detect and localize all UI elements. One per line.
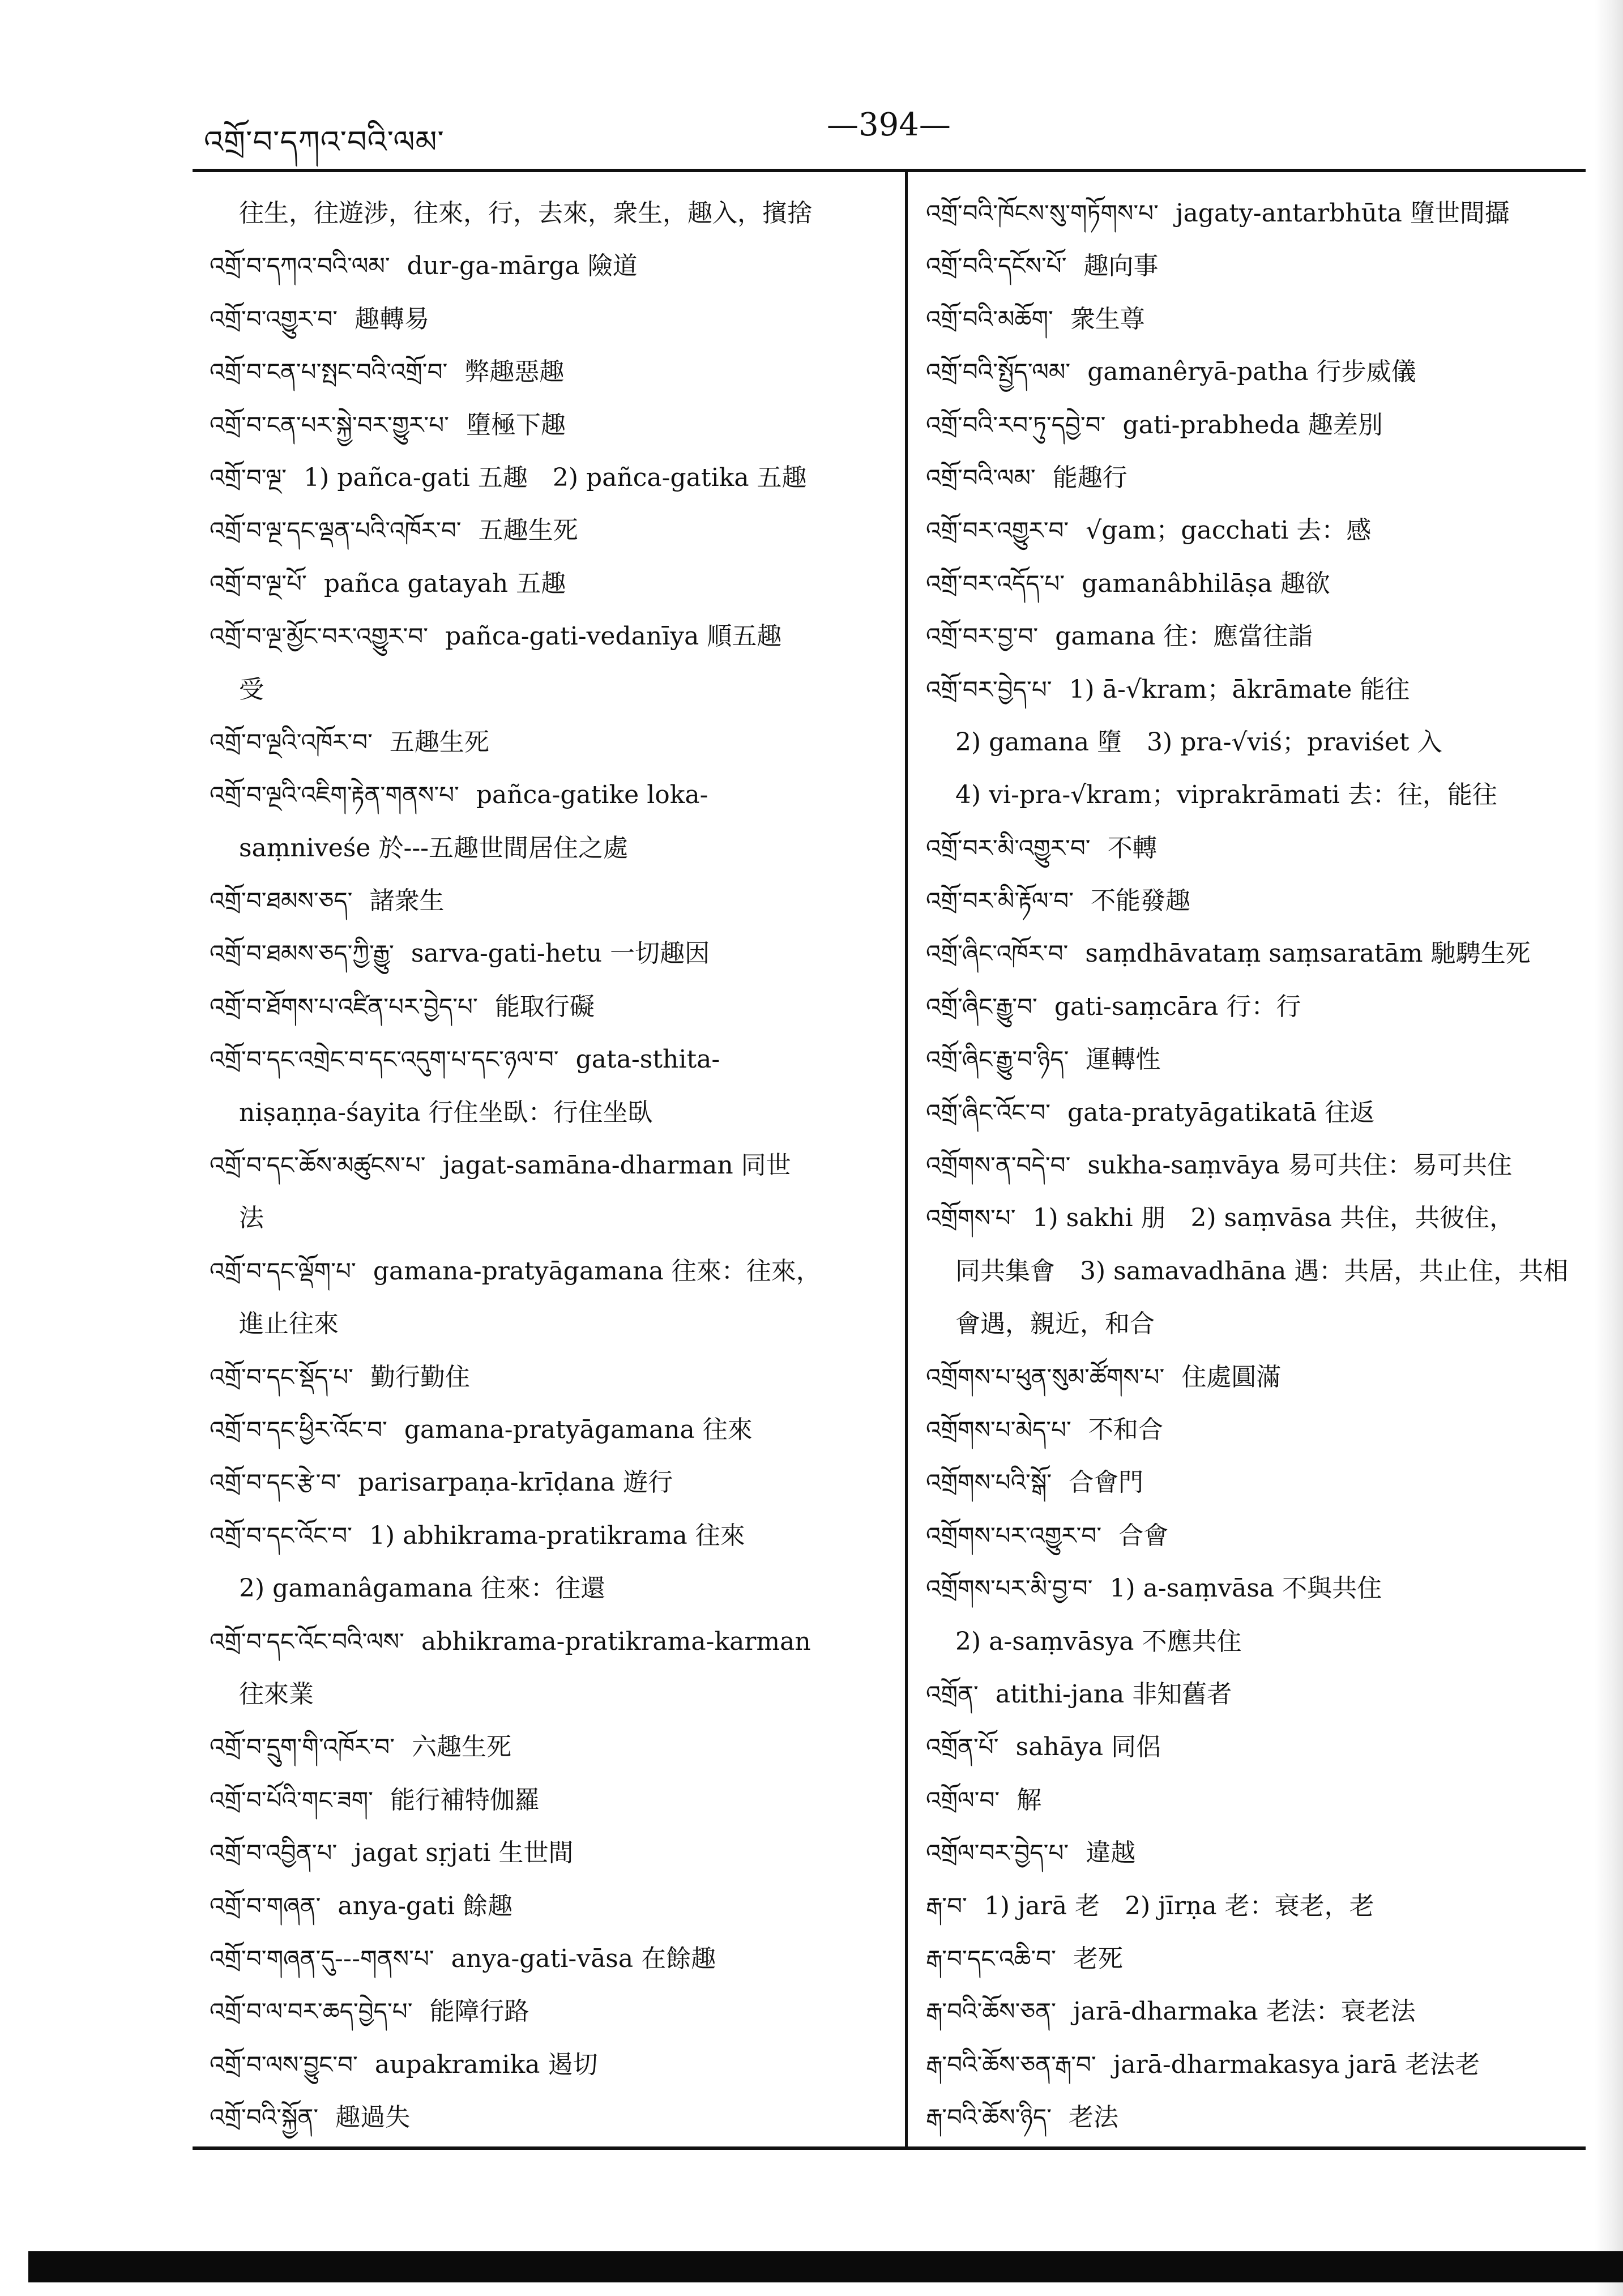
gloss-text: pañca gatayah 五趣 xyxy=(323,569,566,598)
gloss-text: 法 xyxy=(239,1204,264,1233)
bottom-rule xyxy=(193,2146,1586,2150)
dictionary-line xyxy=(926,1562,1594,1615)
tibetan-headword: འགྲོ་བ་འགྱུར་བ་ xyxy=(210,305,338,333)
gloss-text: 趣向事 xyxy=(1083,251,1159,281)
gloss-text: gamana-pratyāgamana 往來 xyxy=(404,1415,753,1444)
dictionary-line xyxy=(926,1298,1594,1350)
gloss-text: aupakramika 遏切 xyxy=(374,2050,598,2079)
dictionary-line xyxy=(210,187,889,240)
dictionary-line xyxy=(926,610,1594,663)
tibetan-headword: འགྲོ་བ་དྲུག་གི་འཁོར་བ་ xyxy=(210,1733,395,1761)
tibetan-headword: འགྲོ་བ་གཞན་ xyxy=(210,1892,321,1920)
tibetan-headword: འགྲོ་བར་མི་འགྱུར་བ་ xyxy=(926,834,1091,862)
gloss-text: anya-gati-vāsa 在餘趣 xyxy=(451,1944,716,1973)
dictionary-line xyxy=(210,1456,889,1509)
gloss-text: 趣過失 xyxy=(335,2103,411,2132)
dictionary-line xyxy=(210,1985,889,2038)
tibetan-headword: འགྲོ་བ་ལྔའི་འཇིག་རྟེན་གནས་པ་ xyxy=(210,781,459,809)
gloss-text: 六趣生死 xyxy=(412,1732,512,1762)
column-divider xyxy=(905,170,908,2149)
tibetan-headword: འགྲོ་བའི་རབ་ཏུ་དབྱེ་བ་ xyxy=(926,411,1106,439)
gloss-text: 老死 xyxy=(1073,1944,1123,1973)
gloss-text: niṣaṇṇa-śayita 行住坐臥：行住坐臥 xyxy=(239,1098,653,1127)
dictionary-line xyxy=(210,1826,889,1879)
tibetan-headword: འགྲོ་བའི་སྤྱོད་ལམ་ xyxy=(926,358,1071,386)
dictionary-line xyxy=(210,1774,889,1826)
tibetan-headword: འགྲོ་ཞིང་འོང་བ་ xyxy=(926,1098,1051,1126)
tibetan-headword: འགྲོ་བར་བྱེད་པ་ xyxy=(926,675,1052,703)
tibetan-headword: འགྲོ་བ་དང་རྩེ་བ་ xyxy=(210,1469,341,1497)
tibetan-headword: འགྲོགས་པ་མེད་པ་ xyxy=(926,1415,1071,1444)
gloss-text: 合會 xyxy=(1118,1521,1169,1550)
dictionary-line xyxy=(210,1615,889,1668)
dictionary-line xyxy=(926,1245,1594,1298)
gloss-text: 五趣生死 xyxy=(389,727,489,757)
tibetan-headword: འགྲོ་བར་འདོད་པ་ xyxy=(926,569,1065,598)
tibetan-headword: འགྲོ་བ་དང་ཆོས་མཚུངས་པ་ xyxy=(210,1151,426,1180)
gloss-text: 1) sakhi 朋 2) saṃvāsa 共住，共彼住， xyxy=(1032,1204,1515,1233)
tibetan-headword: འགྲོ་བ་ལ་བར་ཆད་བྱེད་པ་ xyxy=(210,1998,413,2026)
dictionary-line xyxy=(926,1880,1594,1932)
tibetan-headword: འགྲོ་ཞིང་རྒྱུ་བ་ཉིད་ xyxy=(926,1045,1069,1074)
dictionary-line xyxy=(210,2038,889,2091)
dictionary-line xyxy=(210,1668,889,1721)
gloss-text: 1) a-saṃvāsa 不與共住 xyxy=(1109,1574,1382,1603)
gloss-text: jarā-dharmakasya jarā 老法老 xyxy=(1113,2050,1480,2079)
dictionary-line xyxy=(210,1721,889,1773)
tibetan-headword: འགྲོ་བ་དང་ཕྱིར་འོང་བ་ xyxy=(210,1415,387,1444)
dictionary-line xyxy=(210,1086,889,1139)
gloss-text: 進止往來 xyxy=(239,1309,339,1339)
gloss-text: 住處圓滿 xyxy=(1181,1362,1282,1392)
tibetan-headword: འགྲོ་བ་པོའི་གང་ཟག་ xyxy=(210,1786,373,1814)
gloss-text: jarā-dharmaka 老法：衰老法 xyxy=(1073,1997,1416,2026)
gloss-text: 衆生尊 xyxy=(1070,304,1145,334)
dictionary-line xyxy=(210,1509,889,1562)
gloss-text: 能趣行 xyxy=(1052,463,1127,492)
tibetan-headword: འགྲོགས་པ་ཕུན་སུམ་ཚོགས་པ་ xyxy=(926,1363,1165,1391)
gloss-text: 2) a-saṃvāsya 不應共住 xyxy=(955,1627,1242,1656)
gloss-text: gamana-pratyāgamana 往來：往來， xyxy=(373,1256,821,1286)
tibetan-headword: འགྲོ་བ་གཞན་དུ---གནས་པ་ xyxy=(210,1944,434,1973)
gloss-text: 1) ā-√kram；ākrāmate 能往 xyxy=(1069,675,1410,704)
scan-bottom-band xyxy=(28,2251,1623,2282)
tibetan-headword: རྒ་བའི་ཆོས་ཅན་རྒ་བ་ xyxy=(926,2050,1096,2079)
gloss-text: sukha-saṃvāya 易可共住：易可共住 xyxy=(1087,1151,1513,1180)
tibetan-headword: འགྲོ་བ་ཐོགས་པ་འཛིན་པར་བྱེད་པ་ xyxy=(210,992,478,1021)
gloss-text: gamanâbhilāṣa 趣欲 xyxy=(1082,569,1330,598)
tibetan-headword: འགྲོ་བ་དང་ལྡོག་པ་ xyxy=(210,1257,356,1285)
page-number: —394— xyxy=(827,106,951,143)
gloss-text: 往來業 xyxy=(239,1679,314,1709)
dictionary-line xyxy=(926,980,1594,1033)
gloss-text: parisarpaṇa-krīḍana 遊行 xyxy=(358,1468,673,1497)
tibetan-headword: འགྲོ་བ་ལྔ་ xyxy=(210,463,287,492)
dictionary-line xyxy=(210,822,889,874)
dictionary-line xyxy=(926,2091,1594,2144)
gloss-text: 1) abhikrama-pratikrama 往來 xyxy=(369,1521,745,1550)
dictionary-line xyxy=(926,1403,1594,1456)
gloss-text: 不和合 xyxy=(1088,1415,1163,1444)
dictionary-line xyxy=(926,187,1594,240)
tibetan-headword: འགྲོ་བའི་ཁོངས་སུ་གཏོགས་པ་ xyxy=(926,199,1159,227)
tibetan-headword: འགྲོ་བ་དང་འོང་བའི་ལས་ xyxy=(210,1627,404,1655)
gloss-text: 運轉性 xyxy=(1086,1045,1161,1074)
dictionary-line xyxy=(210,345,889,398)
tibetan-headword: འགྲོ་བར་བྱ་བ་ xyxy=(926,622,1039,651)
tibetan-headword: འགྲོ་བ་དང་འགྲེང་བ་དང་འདུག་པ་དང་ཉལ་བ་ xyxy=(210,1045,559,1074)
tibetan-headword: འགྲོ་བའི་སྐྱོན་ xyxy=(210,2103,319,2132)
scan-edge xyxy=(1595,0,1623,2296)
left-column xyxy=(210,187,889,2135)
gloss-text: 能取行礙 xyxy=(494,992,595,1021)
dictionary-line xyxy=(926,1139,1594,1192)
gloss-text: 會遇，親近，和合 xyxy=(955,1309,1155,1339)
gloss-text: 弊趣惡趣 xyxy=(464,357,565,387)
dictionary-line xyxy=(210,451,889,504)
gloss-text: gata-pratyāgatikatā 往返 xyxy=(1067,1098,1375,1127)
tibetan-headword: འགྲོགས་པར་འགྱུར་བ་ xyxy=(926,1521,1102,1550)
gloss-text: 違越 xyxy=(1086,1838,1136,1868)
tibetan-headword: འགྲོ་བའི་དངོས་པོ་ xyxy=(926,252,1067,280)
dictionary-line xyxy=(210,293,889,345)
tibetan-headword: འགྲོལ་བ་ xyxy=(926,1786,1000,1814)
tibetan-headword: འགྲོགས་པར་མི་བྱ་བ་ xyxy=(926,1574,1093,1603)
dictionary-line xyxy=(210,2091,889,2144)
gloss-text: saṃniveśe 於---五趣世間居住之處 xyxy=(239,833,629,863)
gloss-text: 2) gamanâgamana 往來：往還 xyxy=(239,1574,605,1603)
tibetan-headword: རྒ་བ་ xyxy=(926,1892,967,1920)
dictionary-line xyxy=(210,1880,889,1932)
dictionary-line xyxy=(926,874,1594,927)
gloss-text: 能行補特伽羅 xyxy=(390,1785,540,1815)
gloss-text: 往生，往遊涉，往來，行，去來，衆生，趣入，擯捨 xyxy=(239,199,812,228)
gloss-text: sahāya 同侶 xyxy=(1015,1732,1161,1762)
dictionary-line xyxy=(926,1086,1594,1139)
dictionary-line xyxy=(210,504,889,557)
gloss-text: 勤行勤住 xyxy=(370,1362,470,1392)
dictionary-line xyxy=(926,1351,1594,1403)
tibetan-headword: འགྲོགས་ན་བདེ་བ་ xyxy=(926,1151,1071,1180)
dictionary-line xyxy=(210,1932,889,1985)
dictionary-line xyxy=(210,927,889,980)
dictionary-line xyxy=(210,1351,889,1403)
gloss-text: gati-prabheda 趣差別 xyxy=(1122,410,1383,439)
tibetan-headword: འགྲོ་བ་ངན་པ་སྤང་བའི་འགྲོ་བ་ xyxy=(210,358,448,386)
tibetan-headword: རྒ་བའི་ཆོས་ཉིད་ xyxy=(926,2103,1052,2132)
dictionary-line xyxy=(926,557,1594,610)
dictionary-line xyxy=(926,1668,1594,1721)
gloss-text: abhikrama-pratikrama-karman xyxy=(421,1627,811,1656)
tibetan-headword: འགྲོགས་པ་ xyxy=(926,1204,1016,1232)
tibetan-headword: འགྲོ་བའི་མཆོག་ xyxy=(926,305,1053,333)
gloss-text: 不能發趣 xyxy=(1091,886,1191,916)
gloss-text: saṃdhāvataṃ saṃsaratām 馳騁生死 xyxy=(1085,939,1531,968)
gloss-text: 諸衆生 xyxy=(369,886,445,916)
gloss-text: gamana 往：應當往詣 xyxy=(1055,622,1313,651)
tibetan-headword: འགྲོ་ཞིང་རྒྱུ་བ་ xyxy=(926,992,1037,1021)
gloss-text: 墮極下趣 xyxy=(465,410,566,439)
tibetan-headword: འགྲོ་བ་ཐམས་ཅད་ xyxy=(210,887,353,915)
dictionary-line xyxy=(926,240,1594,292)
tibetan-headword: འགྲོན་པོ་ xyxy=(926,1733,999,1761)
gloss-text: dur-ga-mārga 險道 xyxy=(407,251,638,281)
dictionary-line xyxy=(210,1562,889,1615)
gloss-text: jagat-samāna-dharman 同世 xyxy=(442,1151,791,1180)
dictionary-line xyxy=(926,1615,1594,1668)
tibetan-headword: འགྲོ་བ་དང་སྡོད་པ་ xyxy=(210,1363,353,1391)
top-rule xyxy=(193,169,1586,172)
tibetan-headword: འགྲོ་བ་ལྔའི་འཁོར་བ་ xyxy=(210,728,373,756)
gloss-text: jagat sṛjati 生世間 xyxy=(354,1838,574,1868)
dictionary-line xyxy=(926,1456,1594,1509)
tibetan-headword: འགྲོན་ xyxy=(926,1680,979,1708)
dictionary-line xyxy=(926,1033,1594,1086)
tibetan-headword: འགྲོ་བ་དང་འོང་བ་ xyxy=(210,1521,352,1550)
gloss-text: 老法 xyxy=(1069,2103,1119,2132)
gloss-text: 受 xyxy=(239,675,264,704)
dictionary-line xyxy=(926,399,1594,451)
dictionary-line xyxy=(926,927,1594,980)
dictionary-line xyxy=(210,769,889,821)
dictionary-line xyxy=(210,1245,889,1298)
tibetan-headword: འགྲོ་བར་འགྱུར་བ་ xyxy=(926,517,1069,545)
gloss-text: 合會門 xyxy=(1069,1468,1144,1497)
dictionary-line xyxy=(926,1932,1594,1985)
gloss-text: 不轉 xyxy=(1107,833,1158,863)
gloss-text: 能障行路 xyxy=(429,1997,529,2026)
dictionary-line xyxy=(210,1033,889,1086)
tibetan-headword: འགྲོ་བ་ལྔ་མྱོང་བར་འགྱུར་བ་ xyxy=(210,622,429,651)
dictionary-line xyxy=(926,1985,1594,2038)
tibetan-headword: འགྲོགས་པའི་སྒོ་ xyxy=(926,1469,1052,1497)
gloss-text: gati-saṃcāra 行：行 xyxy=(1054,992,1301,1021)
dictionary-line xyxy=(210,716,889,769)
dictionary-line xyxy=(926,716,1594,769)
gloss-text: 4) vi-pra-√kram；viprakrāmati 去：往，能往 xyxy=(955,780,1497,810)
dictionary-line xyxy=(926,1774,1594,1826)
dictionary-line xyxy=(210,1139,889,1192)
dictionary-line xyxy=(926,2038,1594,2091)
tibetan-headword: འགྲོ་བ་ལྔ་དང་ལྡན་པའི་འཁོར་བ་ xyxy=(210,517,462,545)
dictionary-line xyxy=(210,557,889,610)
gloss-text: gamanêryā-patha 行步威儀 xyxy=(1087,357,1416,387)
gloss-text: sarva-gati-hetu 一切趣因 xyxy=(411,939,710,968)
tibetan-headword: འགྲོ་བའི་ལམ་ xyxy=(926,463,1036,492)
gloss-text: 1) pañca-gati 五趣 2) pañca-gatika 五趣 xyxy=(304,463,807,492)
right-column xyxy=(926,187,1594,2135)
dictionary-line xyxy=(210,240,889,292)
gloss-text: pañca-gatike loka- xyxy=(476,780,708,810)
gloss-text: jagaty-antarbhūta 墮世間攝 xyxy=(1175,199,1510,228)
dictionary-line xyxy=(926,769,1594,821)
tibetan-headword: འགྲོ་བར་མི་རྟོལ་བ་ xyxy=(926,887,1074,915)
dictionary-line xyxy=(926,293,1594,345)
dictionary-line xyxy=(210,1192,889,1244)
dictionary-line xyxy=(210,1403,889,1456)
gloss-text: 五趣生死 xyxy=(478,516,578,545)
dictionary-line xyxy=(926,1721,1594,1773)
tibetan-headword: འགྲོ་བ་ཐམས་ཅད་ཀྱི་རྒྱུ་ xyxy=(210,940,394,968)
dictionary-line xyxy=(210,1298,889,1350)
dictionary-line xyxy=(210,874,889,927)
gloss-text: 解 xyxy=(1016,1785,1042,1815)
gloss-text: atithi-jana 非知舊者 xyxy=(995,1679,1232,1709)
dictionary-line xyxy=(926,1509,1594,1562)
tibetan-headword: འགྲོལ་བར་བྱེད་པ་ xyxy=(926,1839,1069,1867)
dictionary-line xyxy=(210,663,889,716)
dictionary-line xyxy=(210,980,889,1033)
dictionary-line xyxy=(926,1192,1594,1244)
tibetan-headword: འགྲོ་ཞིང་འཁོར་བ་ xyxy=(926,940,1069,968)
tibetan-headword: འགྲོ་བ་དཀའ་བའི་ལམ་ xyxy=(210,252,390,280)
tibetan-headword: འགྲོ་བ་ལྔ་པོ་ xyxy=(210,569,307,598)
gloss-text: 同共集會 3) samavadhāna 遇：共居，共止住，共相 xyxy=(955,1256,1569,1286)
dictionary-line xyxy=(926,1826,1594,1879)
dictionary-line xyxy=(926,663,1594,716)
dictionary-line xyxy=(926,345,1594,398)
dictionary-line xyxy=(926,504,1594,557)
tibetan-headword: འགྲོ་བ་ངན་པར་སྐྱེ་བར་གྱུར་པ་ xyxy=(210,411,449,439)
running-title: འགྲོ་བ་དཀའ་བའི་ལམ་ xyxy=(204,124,445,160)
gloss-text: 1) jarā 老 2) jīrṇa 老：衰老，老 xyxy=(984,1891,1374,1921)
tibetan-headword: འགྲོ་བ་འབྱིན་པ་ xyxy=(210,1839,338,1867)
tibetan-headword: རྒ་བ་དང་འཆི་བ་ xyxy=(926,1944,1056,1973)
gloss-text: pañca-gati-vedanīya 順五趣 xyxy=(445,622,782,651)
dictionary-line xyxy=(210,610,889,663)
gloss-text: anya-gati 餘趣 xyxy=(338,1891,513,1921)
dictionary-line xyxy=(210,399,889,451)
gloss-text: √gam；gacchati 去：感 xyxy=(1086,516,1372,545)
tibetan-headword: འགྲོ་བ་ལས་བྱུང་བ་ xyxy=(210,2050,358,2079)
dictionary-line xyxy=(926,451,1594,504)
tibetan-headword: རྒ་བའི་ཆོས་ཅན་ xyxy=(926,1998,1056,2026)
gloss-text: 2) gamana 墮 3) pra-√viś；praviśet 入 xyxy=(955,727,1442,757)
dictionary-line xyxy=(926,822,1594,874)
gloss-text: gata-sthita- xyxy=(575,1045,720,1074)
gloss-text: 趣轉易 xyxy=(355,304,430,334)
